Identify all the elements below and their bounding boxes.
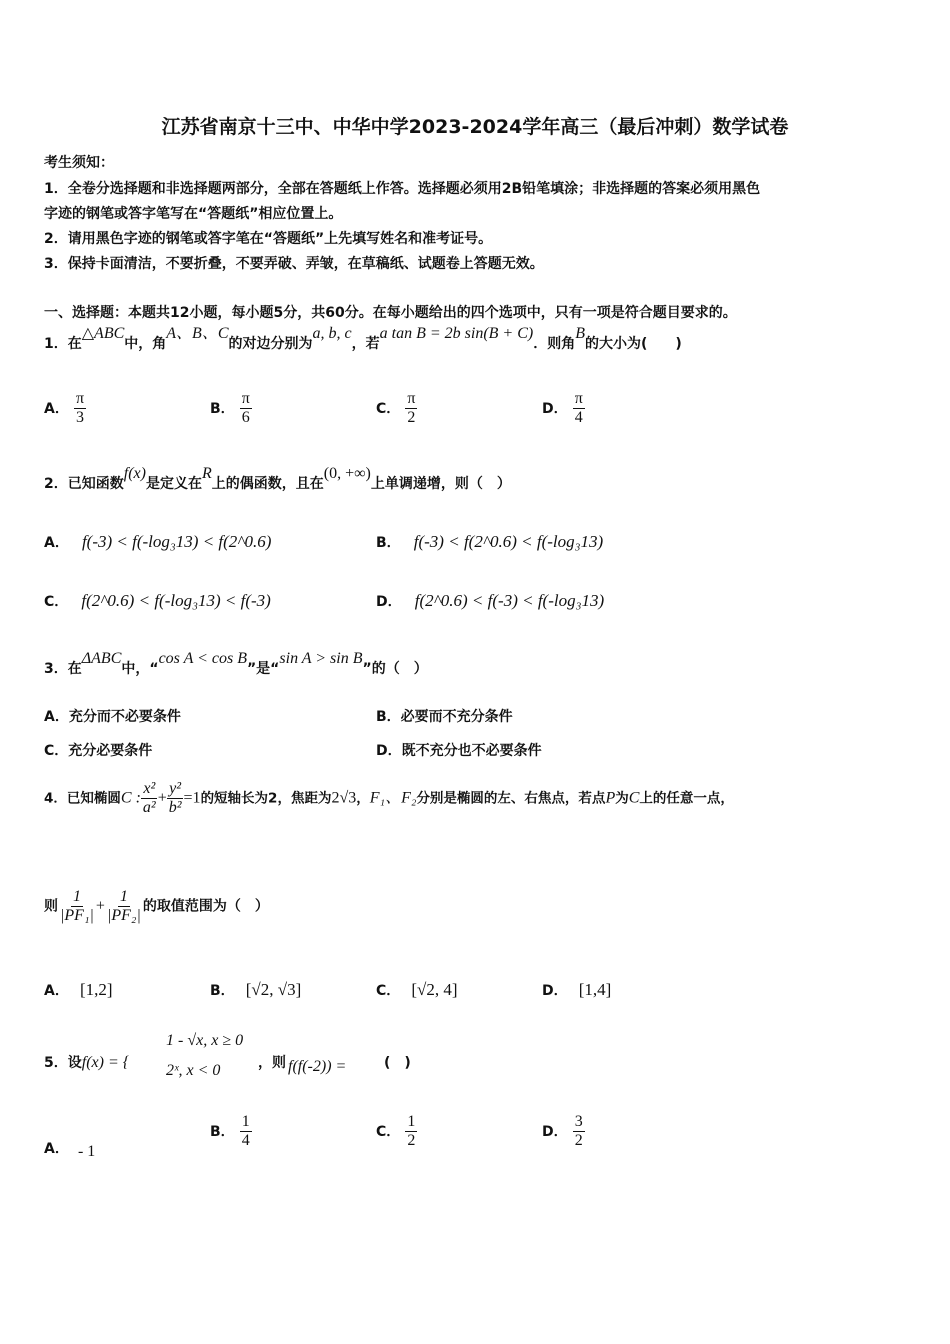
question-4-cont [44, 888, 269, 925]
fraction-numerator: π [407, 390, 416, 407]
option-label: D． [376, 743, 402, 759]
fraction-numerator: π [574, 390, 583, 407]
q3-text: ”的（ ） [362, 661, 428, 677]
q3-option-a [44, 706, 181, 726]
fraction-denominator: 4 [574, 409, 583, 426]
page-title: 江苏省南京十三中、中华中学2023-2024学年高三（最后冲刺）数学试卷 [161, 116, 789, 138]
q4-fraction [141, 780, 158, 817]
option-label: B． [210, 1124, 235, 1140]
option-label: A． [44, 983, 69, 999]
fraction-denominator: a² [142, 799, 156, 816]
q5-option-d [542, 1113, 585, 1150]
q2-text: 上单调递增，则（ ） [370, 476, 511, 492]
q3-math: sin A > sin B [279, 650, 363, 667]
question-2 [44, 465, 511, 493]
q4-text: 上的任意一点， [639, 790, 734, 807]
fraction-numerator: 1 [407, 1113, 416, 1130]
q1-option-d [542, 390, 585, 427]
option-expression: [1,4] [578, 980, 612, 999]
q5-case-1: 1 - √x, x ≥ 0 [166, 1032, 244, 1049]
q1-option-c [376, 390, 417, 427]
q3-text: 3．在 [44, 661, 82, 677]
option-label: B． [376, 709, 401, 725]
fraction-numerator: 3 [574, 1113, 583, 1130]
q1-math: A、B、C [166, 325, 229, 342]
q3-math: cos A < cos B [158, 650, 247, 667]
q1-math: a tan B = 2b sin(B + C) [379, 325, 534, 342]
q3-text: ”是“ [246, 661, 280, 677]
q5-option-a [44, 1138, 95, 1158]
q3-option-b [376, 706, 513, 726]
q4-text: 4．已知椭圆 [44, 790, 121, 807]
notice-item-2: 2．请用黑色字迹的钢笔或答字笔在“答题纸”上先填写姓名和准考证号。 [44, 231, 493, 247]
option-label: D． [376, 594, 402, 610]
option-expression: f(-3) < f(2^0.6) < f(-log₃13) [413, 532, 604, 551]
q1-text: ，若 [351, 336, 380, 352]
q4-math: F₁、F₂ [369, 789, 417, 807]
q3-option-c [44, 740, 152, 760]
q4-text: 的取值范围为（ ） [142, 898, 269, 915]
q5-text: ，则 [258, 1055, 286, 1071]
q4-text: 分别是椭圆的左、右焦点，若点 [416, 790, 606, 807]
fraction-denominator: 2 [574, 1132, 583, 1149]
option-text: 必要而不充分条件 [400, 709, 513, 725]
option-fraction [573, 1113, 585, 1150]
question-5-expr [288, 1058, 346, 1076]
q5-option-b [210, 1113, 252, 1150]
q5-text: 5．设 [44, 1055, 82, 1071]
option-fraction [405, 390, 417, 427]
option-fraction [573, 390, 585, 427]
option-expression: f(2^0.6) < f(-3) < f(-log₃13) [414, 591, 605, 610]
q1-option-a [44, 390, 86, 427]
notice-item-1-cont: 字迹的钢笔或答字笔写在“答题纸”相应位置上。 [44, 206, 343, 222]
option-expression: f(-3) < f(-log₃13) < f(2^0.6) [81, 532, 272, 551]
q3-text: 中，“ [121, 661, 159, 677]
fraction-numerator: 1 [72, 888, 81, 905]
fraction-denominator: 4 [241, 1132, 250, 1149]
fraction-numerator: π [75, 390, 85, 407]
q1-math: a, b, c [312, 325, 352, 342]
q4-text: 则 [44, 898, 58, 915]
q2-math: (0, +∞) [323, 465, 371, 482]
q1-text: 1．在 [44, 336, 82, 352]
question-5-cont [258, 1052, 286, 1072]
q4-math: =1 [183, 789, 201, 807]
question-4 [44, 780, 734, 817]
q4-fraction [167, 780, 184, 817]
q4-plus: + [95, 897, 105, 915]
option-label: D． [542, 401, 568, 417]
q1-text: 的对边分别为 [228, 336, 313, 352]
q4-plus: + [157, 789, 167, 807]
q2-option-a [44, 532, 271, 552]
q4-text: ， [356, 790, 370, 807]
q4-fraction [105, 888, 143, 925]
option-expression: [√2, √3] [245, 980, 302, 999]
q4-option-b [210, 980, 301, 1000]
q3-math: ΔABC [81, 650, 122, 667]
notice-item-1: 1．全卷分选择题和非选择题两部分，全部在答题纸上作答。选择题必须用2B铅笔填涂；非选择题的答案必须用黑色 [44, 181, 761, 197]
q2-math: R [201, 465, 212, 482]
q5-case-2: 2ˣ, x < 0 [166, 1062, 221, 1079]
option-label: A． [44, 709, 69, 725]
q5-math: f(f(-2)) = [288, 1058, 347, 1075]
q4-math: C [628, 789, 640, 807]
fraction-denominator: 2 [407, 1132, 416, 1149]
option-label: B． [210, 983, 235, 999]
option-label: D． [542, 1124, 568, 1140]
option-fraction [405, 1113, 417, 1150]
fraction-denominator: |PF₁| [60, 907, 94, 924]
q2-math: f(x) [123, 465, 146, 482]
option-label: A． [44, 401, 69, 417]
option-label: D． [542, 983, 568, 999]
section-heading: 一、选择题：本题共12小题，每小题5分，共60分。在每小题给出的四个选项中，只有一项是符合题目要求的。 [44, 305, 737, 321]
q4-option-c [376, 980, 458, 1000]
q1-text: 的大小为( ) [585, 336, 682, 352]
q2-text: 是定义在 [145, 476, 202, 492]
q2-text: 2．已知函数 [44, 476, 124, 492]
q4-text: 的短轴长为2，焦距为 [200, 790, 332, 807]
q2-option-c [44, 591, 271, 611]
q2-text: 上的偶函数，且在 [211, 476, 324, 492]
q5-text: ( ) [384, 1055, 411, 1071]
q4-math: 2√3 [331, 789, 357, 807]
q4-option-d [542, 980, 611, 1000]
notice-item-3: 3．保持卡面清洁，不要折叠，不要弄破、弄皱，在草稿纸、试题卷上答题无效。 [44, 256, 544, 272]
option-label: C． [376, 1124, 401, 1140]
fraction-numerator: x² [143, 780, 156, 797]
q4-fraction [58, 888, 96, 925]
q5-option-c [376, 1113, 417, 1150]
q1-option-b [210, 390, 252, 427]
fraction-numerator: 1 [119, 888, 128, 905]
option-fraction [74, 390, 86, 427]
fraction-numerator: π [241, 390, 250, 407]
q4-text: 为 [615, 790, 629, 807]
q4-option-a [44, 980, 113, 1000]
option-expression: f(2^0.6) < f(-log₃13) < f(-3) [81, 591, 271, 610]
option-label: A． [44, 535, 69, 551]
option-text: 充分而不必要条件 [68, 709, 181, 725]
fraction-denominator: 3 [75, 409, 84, 426]
option-label: C． [44, 743, 69, 759]
q4-math: P [605, 789, 616, 807]
fraction-numerator: 1 [241, 1113, 250, 1130]
option-label: B． [376, 535, 401, 551]
fraction-denominator: 2 [407, 409, 416, 426]
question-5 [44, 1052, 129, 1072]
option-label: C． [376, 983, 401, 999]
fraction-denominator: |PF₂| [106, 907, 141, 924]
q4-math: C : [120, 789, 141, 807]
option-fraction [240, 1113, 252, 1150]
option-expression: [√2, 4] [411, 980, 458, 999]
option-label: C． [44, 594, 69, 610]
option-fraction [240, 390, 252, 427]
q5-math: f(x) = { [81, 1054, 130, 1071]
q1-math: B [575, 325, 585, 342]
q1-math: △ABC [81, 325, 125, 342]
q1-text: ．则角 [533, 336, 576, 352]
question-5-paren [384, 1052, 411, 1072]
option-expression: - 1 [77, 1143, 96, 1160]
q1-text: 中，角 [124, 336, 167, 352]
option-text: 充分必要条件 [68, 743, 153, 759]
notice-heading: 考生须知： [44, 155, 114, 171]
option-text: 既不充分也不必要条件 [401, 743, 542, 759]
question-1 [44, 325, 682, 353]
option-label: C． [376, 401, 401, 417]
q3-option-d [376, 740, 542, 760]
option-label: B． [210, 401, 235, 417]
option-expression: [1,2] [79, 980, 113, 999]
q2-option-b [376, 532, 603, 552]
fraction-numerator: y² [169, 780, 182, 797]
fraction-denominator: 6 [241, 409, 250, 426]
option-label: A． [44, 1141, 69, 1157]
question-3 [44, 650, 428, 678]
q2-option-d [376, 591, 604, 611]
fraction-denominator: b² [168, 799, 182, 816]
